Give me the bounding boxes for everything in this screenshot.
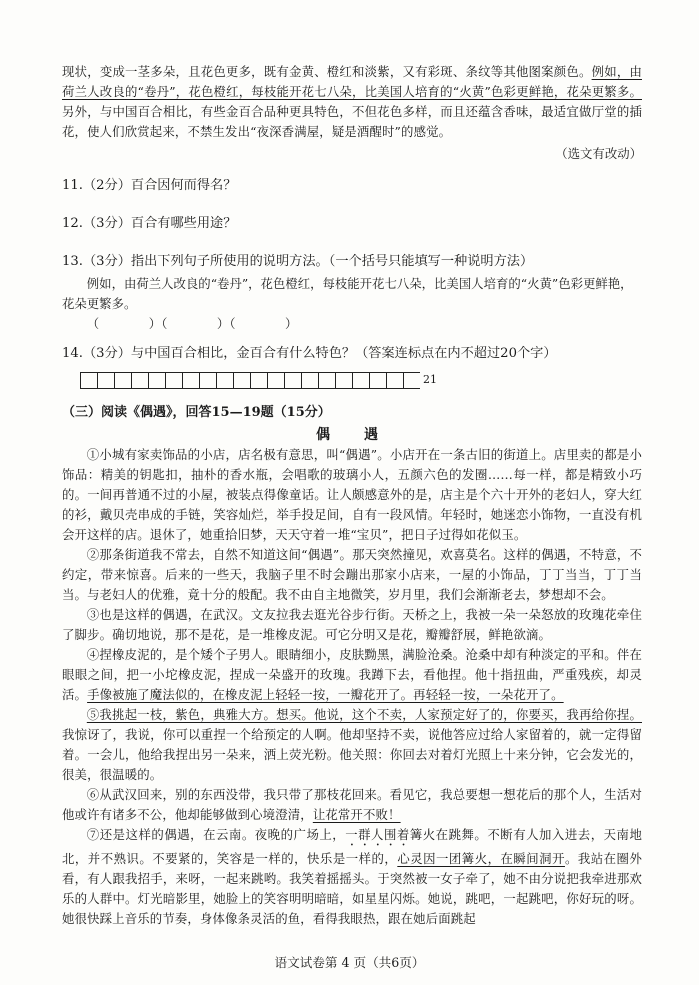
answer-grid-cell[interactable] bbox=[182, 372, 199, 389]
answer-grid-cell[interactable] bbox=[148, 372, 165, 389]
answer-grid-cell[interactable] bbox=[233, 372, 250, 389]
dotted-emphasis: 一群人围着 bbox=[345, 827, 410, 842]
article-title: 偶 遇 bbox=[316, 427, 388, 443]
answer-grid-cell[interactable] bbox=[352, 372, 369, 389]
answer-grid-cell[interactable] bbox=[131, 372, 148, 389]
answer-grid-cell[interactable] bbox=[403, 372, 420, 389]
answer-grid-cell[interactable] bbox=[199, 372, 216, 389]
underlined-sentence-p6: 让花常开不败！ bbox=[312, 807, 401, 822]
question-13: 13.（3分）指出下列句子所使用的说明方法。（一个括号只能填写一种说明方法） bbox=[62, 254, 534, 269]
answer-grid-cell[interactable] bbox=[318, 372, 335, 389]
question-14: 14.（3分）与中国百合相比，金百合有什么特色？（答案连标点在内不超过20个字） bbox=[62, 346, 557, 361]
article-paragraph-7: ⑦还是这样的偶遇，在云南。夜晚的广场上，一群人围着篝火在跳舞。不断有人加入进去，天南地北，并不熟识。不要紧的，笑容是一样的，快乐是一样的，心灵因一团篝火，在瞬间洞开。我站在圈外看，有人跟我招手，来呀，一起来跳哟。我笑着摇摇头。于突然被一女子牵了，她不由分说把我牵进那欢乐的人群中。灯光暗影里，她脸上的笑容明明暗暗，如星星闪烁。她说，跳吧，一起跳吧，你好玩的呀。她很快踩上音乐的节奏，身体像条灵活的鱼，看得我眼热，跟在她后面跳起 bbox=[62, 827, 643, 926]
section-heading: （三）阅读《偶遇》，回答15—19题（15分） bbox=[62, 405, 331, 420]
answer-grid-count: 21 bbox=[423, 373, 437, 386]
article-paragraph-4: ④捏橡皮泥的，是个矮个子男人。眼睛细小，皮肤黝黑，满脸沧桑。沧桑中却有种淡定的平和。伴在眼眼之间，把一小坨橡皮泥，捏成一朵盛开的玫瑰。我蹲下去，看他捏。他十指扭曲，严重残疾，却灵活。手像被施了魔法似的，在橡皮泥上轻轻一按，一瓣花开了。再轻轻一按，一朵花开了。 bbox=[62, 647, 642, 702]
underlined-sentence-p5: ⑤我挑起一枝，紫色，典雅大方。想买。他说，这个不卖，人家预定好了的，你要买，我再给你捏。 bbox=[86, 707, 642, 722]
answer-grid-cell[interactable] bbox=[114, 372, 131, 389]
passage-paragraph-top: 现状，变成一茎多朵，且花色更多，既有金黄、橙红和淡紫，又有彩斑、条纹等其他图案颜色。例如，由荷兰人改良的“卷丹”，花色橙红，每枝能开花七八朵，比美国人培育的“火黄”色彩更鲜艳，花朵更繁多。另外，与中国百合相比，有些金百合品种更具特色，不但花色多样，而且还蕴含香味，最适宜做厅堂的插花，使人们欣赏起来，不禁生发出“夜深香满屋，疑是酒醒时”的感觉。 bbox=[62, 64, 642, 139]
answer-grid-cell[interactable] bbox=[250, 372, 267, 389]
answer-grid-cell[interactable] bbox=[80, 372, 97, 389]
question-11: 11.（2分）百合因何而得名？ bbox=[62, 178, 237, 193]
article-paragraph-5: ⑤我挑起一枝，紫色，典雅大方。想买。他说，这个不卖，人家预定好了的，你要买，我再给你捏。我惊讶了，我说，你可以重捏一个给预定的人啊。他却坚持不卖，说他答应过给人家留着的，就一定得留着。一会儿，他给我捏出另一朵来，洒上荧光粉。他关照：你回去对着灯光照上十来分钟，它会发光的，很美，很温暖的。 bbox=[62, 707, 642, 782]
answer-grid-cell[interactable] bbox=[335, 372, 352, 389]
exam-page bbox=[62, 62, 642, 929]
page-footer: 语文试卷第 4 页（共6页） bbox=[274, 955, 425, 970]
article-paragraph-6: ⑥从武汉回来，别的东西没带，我只带了那枝花回来。看见它，我总要想一想花后的那个人，生活对他或许有诸多不公，他却能够做到心境澄清，让花常开不败！ bbox=[62, 787, 642, 822]
answer-grid-cell[interactable] bbox=[369, 372, 386, 389]
article-paragraph-3: ③也是这样的偶遇，在武汉。文友拉我去逛光谷步行街。天桥之上，我被一朵一朵怒放的玫瑰花牵住了脚步。确切地说，那不是花，是一堆橡皮泥。可它分明又是花，瓣瓣舒展，鲜艳欲滴。 bbox=[62, 607, 642, 642]
answer-grid-cell[interactable] bbox=[216, 372, 233, 389]
answer-grid-cell[interactable] bbox=[165, 372, 182, 389]
answer-grid-cell[interactable] bbox=[386, 372, 403, 389]
article-paragraph-2: ②那条街道我不常去，自然不知道这间“偶遇”。那天突然撞见，欢喜莫名。这样的偶遇，不特意，不约定，带来惊喜。后来的一些天，我脑子里不时会蹦出那家小店来，一屋的小饰品，丁丁当当，丁丁当当。与老妇人的优雅，竟十分的般配。我不由自主地微笑，岁月里，我们会渐渐老去，梦想却不会。 bbox=[62, 547, 642, 602]
underlined-example-sentence: 例如，由荷兰人改良的“卷丹”，花色橙红，每枝能开花七八朵，比美国人培育的“火黄”色彩更鲜艳，花朵更繁多。 bbox=[62, 64, 642, 99]
answer-grid[interactable] bbox=[80, 372, 642, 389]
underlined-sentence-p7: 心灵因一团篝火，在瞬间洞开 bbox=[397, 851, 565, 866]
answer-grid-cell[interactable] bbox=[97, 372, 114, 389]
question-12: 12.（3分）百合有哪些用途？ bbox=[62, 216, 237, 231]
answer-grid-cell[interactable] bbox=[301, 372, 318, 389]
answer-grid-cell[interactable] bbox=[267, 372, 284, 389]
answer-grid-cell[interactable] bbox=[284, 372, 301, 389]
source-note: （选文有改动） bbox=[555, 146, 642, 161]
question-13-quote: 例如，由荷兰人改良的“卷丹”，花色橙红，每枝能开花七八朵，比美国人培育的“火黄”色彩更鲜艳，花朵更繁多。 bbox=[62, 276, 633, 311]
article-paragraph-1: ①小城有家卖饰品的小店，店名极有意思，叫“偶遇”。小店开在一条古旧的街道上。店里卖的都是小饰品：精美的钥匙扣，抽朴的香水瓶，会唱歌的玻璃小人，五颜六色的发圈……每一样，都是精致小巧的。一间再普通不过的小屋，被装点得像童话。让人颇感意外的是，店主是个六十开外的老妇人，穿大红的衫，戴贝壳串成的手链，笑容灿烂，举手投足间，自有一段风情。年轻时，她迷恋小饰物，一直没有机会开这样的店。退休了，她重拾旧梦，天天守着一堆“宝贝”，把日子过得如花似玉。 bbox=[62, 447, 642, 542]
underlined-sentence-p4: 手像被施了魔法似的，在橡皮泥上轻轻一按，一瓣花开了。再轻轻一按，一朵花开了。 bbox=[87, 687, 564, 702]
question-13-answer-blanks[interactable]: （ ）（ ）（ ） bbox=[86, 316, 298, 331]
